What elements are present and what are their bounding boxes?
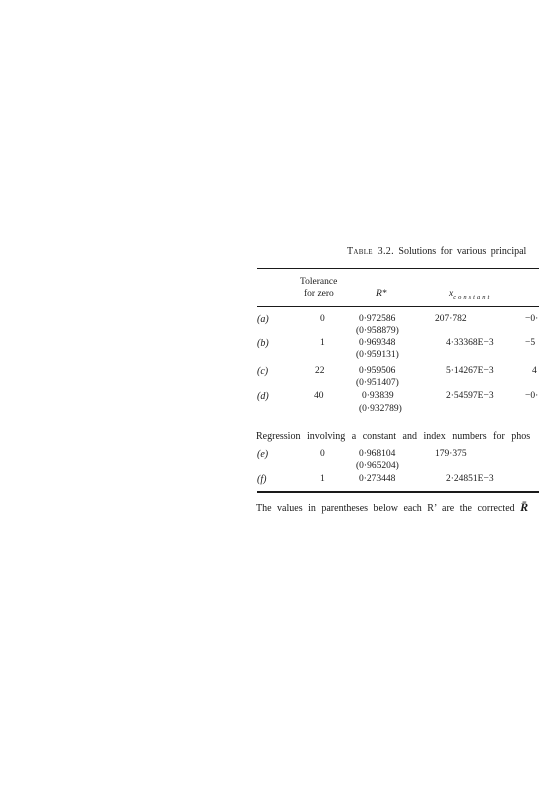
footnote-text: The values in parentheses below each R’ are the corrected: [256, 503, 515, 514]
row-label: (b): [257, 338, 269, 349]
row-tolerance: 1: [320, 338, 325, 348]
header-x-constant: [449, 289, 491, 301]
table-caption-text: Solutions for various principal: [398, 246, 527, 257]
row-r-star: 0·273448: [359, 474, 396, 484]
table-caption: [347, 246, 526, 257]
row-tolerance: 0: [320, 314, 325, 324]
table-caption-label: Table 3.2.: [347, 246, 394, 257]
row-r-star: 0·959506: [359, 366, 396, 376]
header-r-star: R*: [376, 289, 387, 299]
table-footnote: [256, 500, 528, 515]
row-x-constant: 179·375: [435, 449, 467, 459]
row-r-star: 0·93839: [362, 391, 394, 401]
row-next-col: −5: [525, 338, 536, 348]
row-x-constant: 5·14267E−3: [446, 366, 494, 376]
top-rule: [257, 268, 539, 269]
row-x-constant: 2·54597E−3: [446, 391, 494, 401]
row-r-star: 0·972586: [359, 314, 396, 324]
row-tolerance: 22: [315, 366, 325, 376]
header-x-subscript: constant: [453, 293, 492, 301]
row-tolerance: 40: [314, 391, 324, 401]
row-label: (c): [257, 366, 269, 377]
row-label: (a): [257, 314, 269, 325]
row-next-col: 4: [532, 366, 537, 376]
row-x-constant: 207·782: [435, 314, 467, 324]
row-r-corrected: (0·958879): [356, 326, 399, 336]
row-label: (e): [257, 449, 269, 460]
row-r-corrected: (0·959131): [356, 350, 399, 360]
footnote-symbol: R̄: [520, 500, 529, 514]
row-tolerance: 0: [320, 449, 325, 459]
row-label: (d): [257, 391, 269, 402]
row-label: (f): [257, 474, 267, 485]
row-x-constant: 2·24851E−3: [446, 474, 494, 484]
row-r-corrected: (0·932789): [359, 404, 402, 414]
header-tolerance-line2: for zero: [304, 289, 334, 299]
row-r-corrected: (0·951407): [356, 378, 399, 388]
section-heading-text: Regression involving a constant and index numbers for phos: [256, 431, 531, 442]
row-r-corrected: (0·965204): [356, 461, 399, 471]
row-tolerance: 1: [320, 474, 325, 484]
row-x-constant: 4·33368E−3: [446, 338, 494, 348]
row-next-col: −0·: [525, 391, 539, 401]
row-r-star: 0·968104: [359, 449, 396, 459]
header-x-symbol: x: [449, 289, 454, 299]
header-rule: [257, 306, 539, 307]
header-tolerance-line1: Tolerance: [300, 277, 338, 287]
row-next-col: −0·: [525, 314, 539, 324]
row-r-star: 0·969348: [359, 338, 396, 348]
bottom-rule: [257, 491, 539, 493]
